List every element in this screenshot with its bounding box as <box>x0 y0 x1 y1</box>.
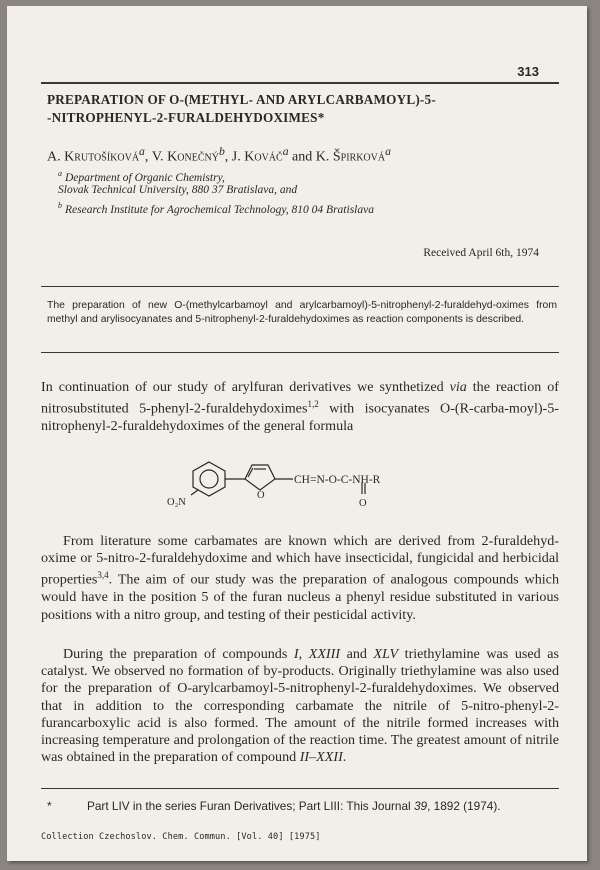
footnote-text: , 1892 (1974). <box>427 799 501 813</box>
reference-marker: 3,4 <box>97 570 109 581</box>
abstract-top-rule <box>41 286 559 287</box>
oxime-carbamate-chain: CH=N-O-C-NH-R <box>294 474 381 486</box>
para3-text: . <box>342 749 347 766</box>
article-title <box>47 91 547 127</box>
footnote-mark: * <box>47 799 52 813</box>
author-1-affil-mark: a <box>139 145 145 158</box>
compound-number: XLV <box>373 646 399 662</box>
title-line-2: -NITROPHENYL-2-FURALDEHYDOXIMES* <box>47 110 325 125</box>
footnote <box>47 799 567 813</box>
page-number: 313 <box>517 64 539 79</box>
compound-number: II–XXII <box>299 749 343 766</box>
affiliation-a-department: Department of Organic Chemistry, <box>65 171 225 184</box>
author-separator: and <box>288 149 316 165</box>
para1-italic-via: via <box>449 379 467 395</box>
title-line-1: PREPARATION OF O-(METHYL- AND ARYLCARBAMOYL)-5- <box>47 92 436 107</box>
paragraph-3 <box>41 646 559 766</box>
para3-text: triethylamine was used as catalyst. We observed no formation of by-products. Originally triethylamine was also used for the preparation of O-arylcarbamoyl-5-nitrophenyl-2-furaldehydoximes. We observed that in addition to the corresponding carbamate the nitrile of 5-nitro-phenyl-2-furancarboxylic acid is also formed. The amount of the nitrile formed increases with increasing temperature and prolongation of the reaction time. The greatest amount of nitrile was obtained in the preparation of compound <box>41 646 559 766</box>
para1-text: In continuation of our study of arylfuran derivatives we synthetized <box>41 379 450 395</box>
para2-text: From literature some carbamates are known which are derived from 2-furaldehyd-oxime or 5-nitro-2-furaldehydoxime and which have insecticidal, fungicidal and herbicidal properties <box>41 533 559 589</box>
abstract: The preparation of new O-(methylcarbamoyl and arylcarbamoyl)-5-nitrophenyl-2-furaldehyd-oximes from methyl and arylisocyanates and 5-nitrophenyl-2-furaldehydoximes as reaction components is described. <box>47 300 557 325</box>
furan-oxygen-label: O <box>257 490 265 501</box>
header-rule <box>41 82 559 84</box>
author-list <box>47 145 391 166</box>
affiliation-b-mark: b <box>58 201 62 210</box>
compound-number: I <box>293 646 299 662</box>
paragraph-2 <box>41 533 559 624</box>
compound-number: XXIII <box>308 646 341 662</box>
author-3-affil-mark: a <box>282 145 289 158</box>
para1-text: the reaction of nitrosubstituted 5-phenyl-2-furaldehydoximes <box>41 379 559 417</box>
author-3: J. Kováč <box>231 149 283 165</box>
affiliation-a-mark: a <box>58 169 62 178</box>
journal-citation: Collection Czechoslov. Chem. Commun. [Vol. 40] [1975] <box>41 832 321 842</box>
para1-text: with isocyanates O-(R-carba-moyl)-5-nitrophenyl-2-furaldehydoximes of the general formula <box>41 400 559 435</box>
affiliation-b-institute: Research Institute for Agrochemical Technology, 810 04 Bratislava <box>65 203 374 216</box>
footnote-volume: 39 <box>413 799 428 813</box>
general-formula <box>157 457 437 517</box>
para3-text: , <box>298 646 309 662</box>
author-1: A. Krutošíková <box>47 149 140 165</box>
author-4-affil-mark: a <box>385 145 391 158</box>
abstract-bottom-rule <box>41 352 559 353</box>
benzene-aromatic-circle <box>200 470 218 488</box>
author-separator: , <box>224 149 232 165</box>
para3-text: and <box>340 646 374 662</box>
reference-marker: 1,2 <box>307 399 319 410</box>
author-separator: , <box>144 149 152 165</box>
benzene-ring <box>193 462 225 496</box>
affiliation-a-line-2: Slovak Technical University, 880 37 Bratislava, and <box>58 184 298 196</box>
nitro-bond <box>191 490 198 495</box>
carbonyl-oxygen-label: O <box>359 498 367 509</box>
footnote-rule <box>41 788 559 789</box>
journal-page <box>7 6 587 861</box>
footnote-text: Part LIV in the series Furan Derivatives; Part LIII: This Journal <box>87 799 414 813</box>
author-4: K. Špirková <box>315 149 386 165</box>
para3-text: During the preparation of compounds <box>63 646 294 662</box>
affiliation-b-line-1 <box>58 199 374 217</box>
author-2: V. Konečný <box>151 149 219 165</box>
received-date: Received April 6th, 1974 <box>423 247 539 259</box>
paragraph-1 <box>41 379 559 435</box>
nitro-group-label: O₂N <box>167 497 186 508</box>
para2-text: . The aim of our study was the preparation of analogous compounds which would have in the position 5 of the furan nucleus a phenyl residue substituted in various positions with a nitro group, and testing of their pesticidal activity. <box>41 572 559 623</box>
author-2-affil-mark: b <box>218 145 225 158</box>
